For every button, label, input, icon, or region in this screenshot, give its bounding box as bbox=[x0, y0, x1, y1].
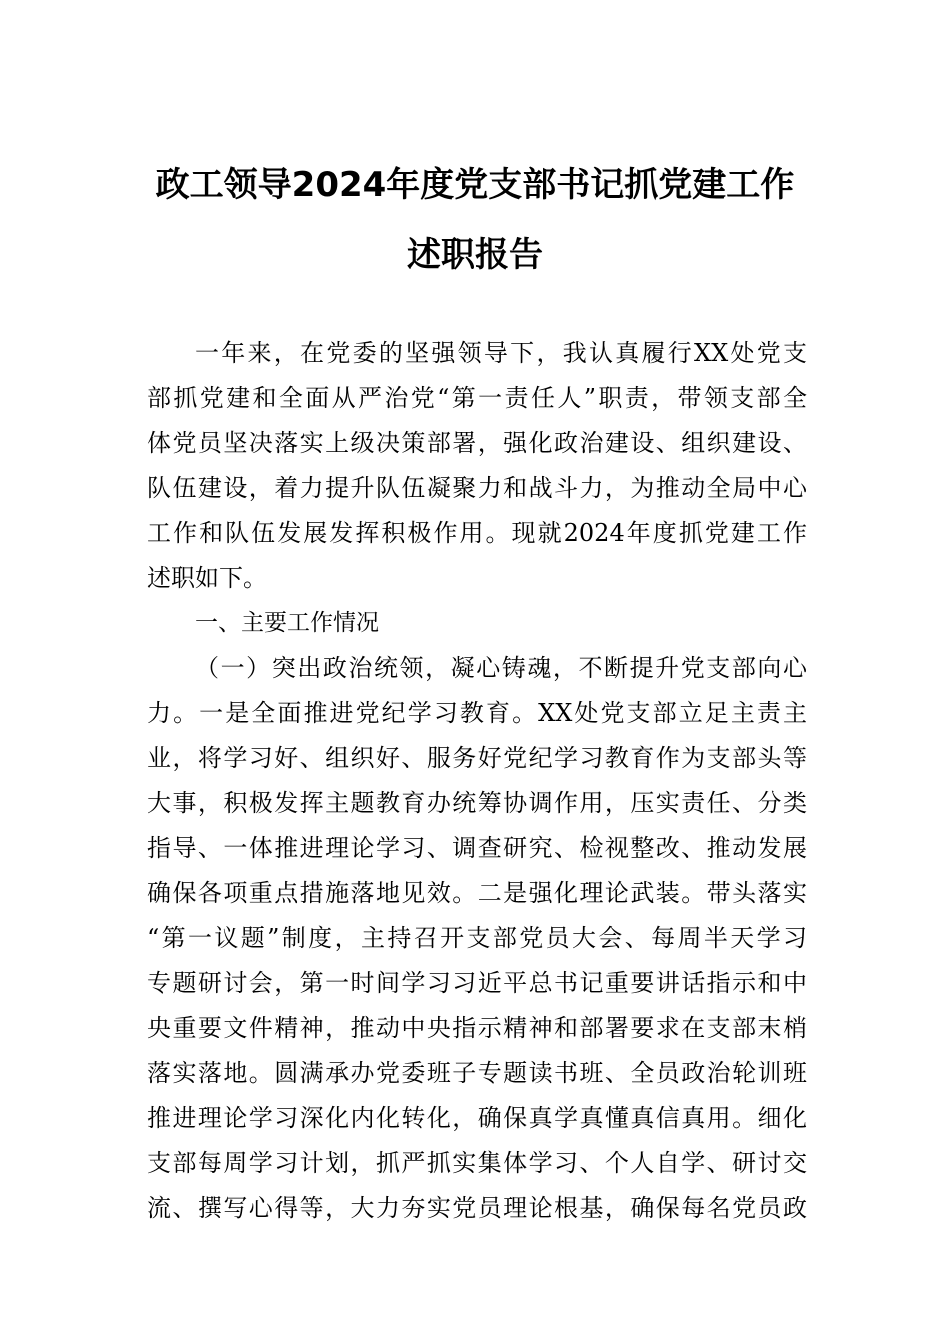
text-line: 部抓党建和全面从严治党“第一责任人”职责，带领支部全 bbox=[147, 384, 807, 412]
text-line: 队伍建设，着力提升队伍凝聚力和战斗力，为推动全局中心 bbox=[147, 474, 807, 502]
text-line: 工作和队伍发展发挥积极作用。现就2024年度抓党建工作 bbox=[147, 519, 807, 547]
document-title-line-2: 述职报告 bbox=[407, 235, 543, 275]
text-line: 体党员坚决落实上级决策部署，强化政治建设、组织建设、 bbox=[147, 429, 807, 457]
text-line: 指导、一体推进理论学习、调查研究、检视整改、推动发展 bbox=[147, 834, 807, 862]
text-line: 支部每周学习计划，抓严抓实集体学习、个人自学、研讨交 bbox=[147, 1149, 807, 1177]
text-line: 专题研讨会，第一时间学习习近平总书记重要讲话指示和中 bbox=[147, 969, 807, 997]
document-title-line-1: 政工领导2024年度党支部书记抓党建工作 bbox=[155, 165, 795, 205]
section-heading: 一、主要工作情况 bbox=[195, 610, 379, 636]
section-paragraph bbox=[147, 646, 807, 1231]
intro-paragraph bbox=[147, 331, 807, 601]
text-line: 推进理论学习深化内化转化，确保真学真懂真信真用。细化 bbox=[147, 1104, 807, 1132]
text-line: 流、撰写心得等，大力夯实党员理论根基，确保每名党员政 bbox=[147, 1194, 807, 1222]
text-line: 落实落地。圆满承办党委班子专题读书班、全员政治轮训班 bbox=[147, 1059, 807, 1087]
text-line: 确保各项重点措施落地见效。二是强化理论武装。带头落实 bbox=[147, 879, 807, 907]
text-line: 述职如下。 bbox=[147, 564, 267, 592]
text-line: “第一议题”制度，主持召开支部党员大会、每周半天学习 bbox=[147, 924, 807, 952]
text-line: 一年来，在党委的坚强领导下，我认真履行XX处党支 bbox=[195, 339, 807, 367]
text-line: 大事，积极发挥主题教育办统筹协调作用，压实责任、分类 bbox=[147, 789, 807, 817]
document-body bbox=[147, 331, 807, 1231]
text-line: （一）突出政治统领，凝心铸魂，不断提升党支部向心 bbox=[195, 654, 807, 682]
text-line: 力。一是全面推进党纪学习教育。XX处党支部立足主责主 bbox=[147, 699, 807, 727]
text-line: 央重要文件精神，推动中央指示精神和部署要求在支部末梢 bbox=[147, 1014, 807, 1042]
text-line: 业，将学习好、组织好、服务好党纪学习教育作为支部头等 bbox=[147, 744, 807, 772]
